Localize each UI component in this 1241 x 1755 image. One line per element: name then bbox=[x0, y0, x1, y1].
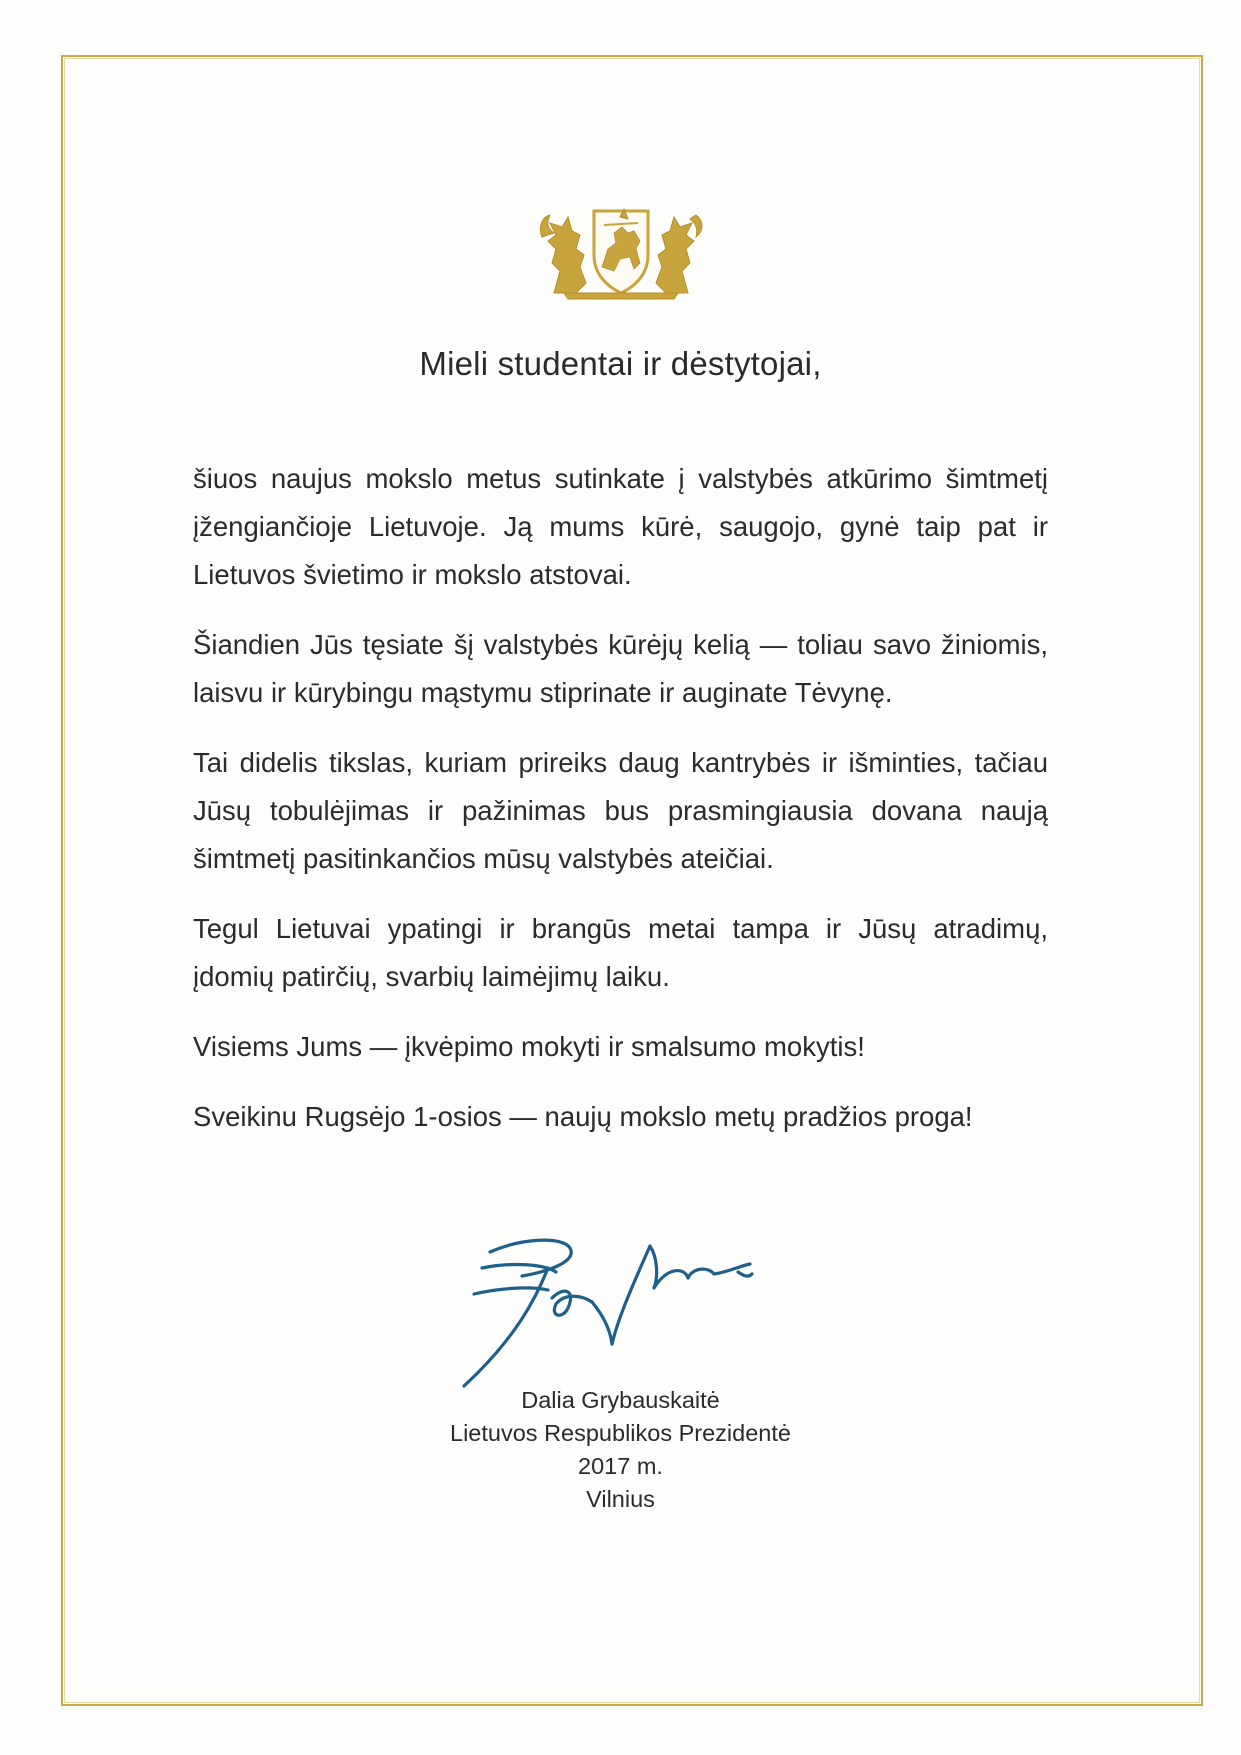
signature-block bbox=[0, 1384, 1241, 1516]
paragraph-4: Tegul Lietuvai ypatingi ir brangūs metai tampa ir Jūsų atradimų, įdomių patirčių, svarbių laimėjimų laiku. bbox=[193, 913, 1048, 992]
paragraph-5: Visiems Jums — įkvėpimo mokyti ir smalsumo mokytis! bbox=[193, 1031, 865, 1062]
paragraph-2: Šiandien Jūs tęsiate šį valstybės kūrėjų kelią — toliau savo žiniomis, laisvu ir kūrybingu mąstymu stiprinate ir auginate Tėvynę. bbox=[193, 629, 1048, 708]
paragraph-6: Sveikinu Rugsėjo 1-osios — naujų mokslo metų pradžios proga! bbox=[193, 1101, 973, 1132]
letter-year: 2017 m. bbox=[578, 1453, 663, 1479]
signatory-name: Dalia Grybauskaitė bbox=[521, 1387, 720, 1413]
handwritten-signature bbox=[452, 1228, 792, 1398]
paragraph-1: šiuos naujus mokslo metus sutinkate į valstybės atkūrimo šimtmetį įžengiančioje Lietuvoje. Ją mums kūrė, saugojo, gynė taip pat ir Lietuvos švietimo ir mokslo atstovai. bbox=[193, 463, 1048, 590]
signatory-title: Lietuvos Respublikos Prezidentė bbox=[450, 1420, 791, 1446]
paragraph-3: Tai didelis tikslas, kuriam prireiks daug kantrybės ir išminties, tačiau Jūsų tobulėjimas ir pažinimas bus prasmingiausia dovana naują šimtmetį pasitinkančios mūsų valstybės ateičiai. bbox=[193, 747, 1048, 874]
letter-city: Vilnius bbox=[586, 1486, 655, 1512]
coat-of-arms-icon bbox=[536, 197, 706, 301]
letter-greeting: Mieli studentai ir dėstytojai, bbox=[419, 345, 822, 382]
letter-body bbox=[193, 455, 1048, 1163]
